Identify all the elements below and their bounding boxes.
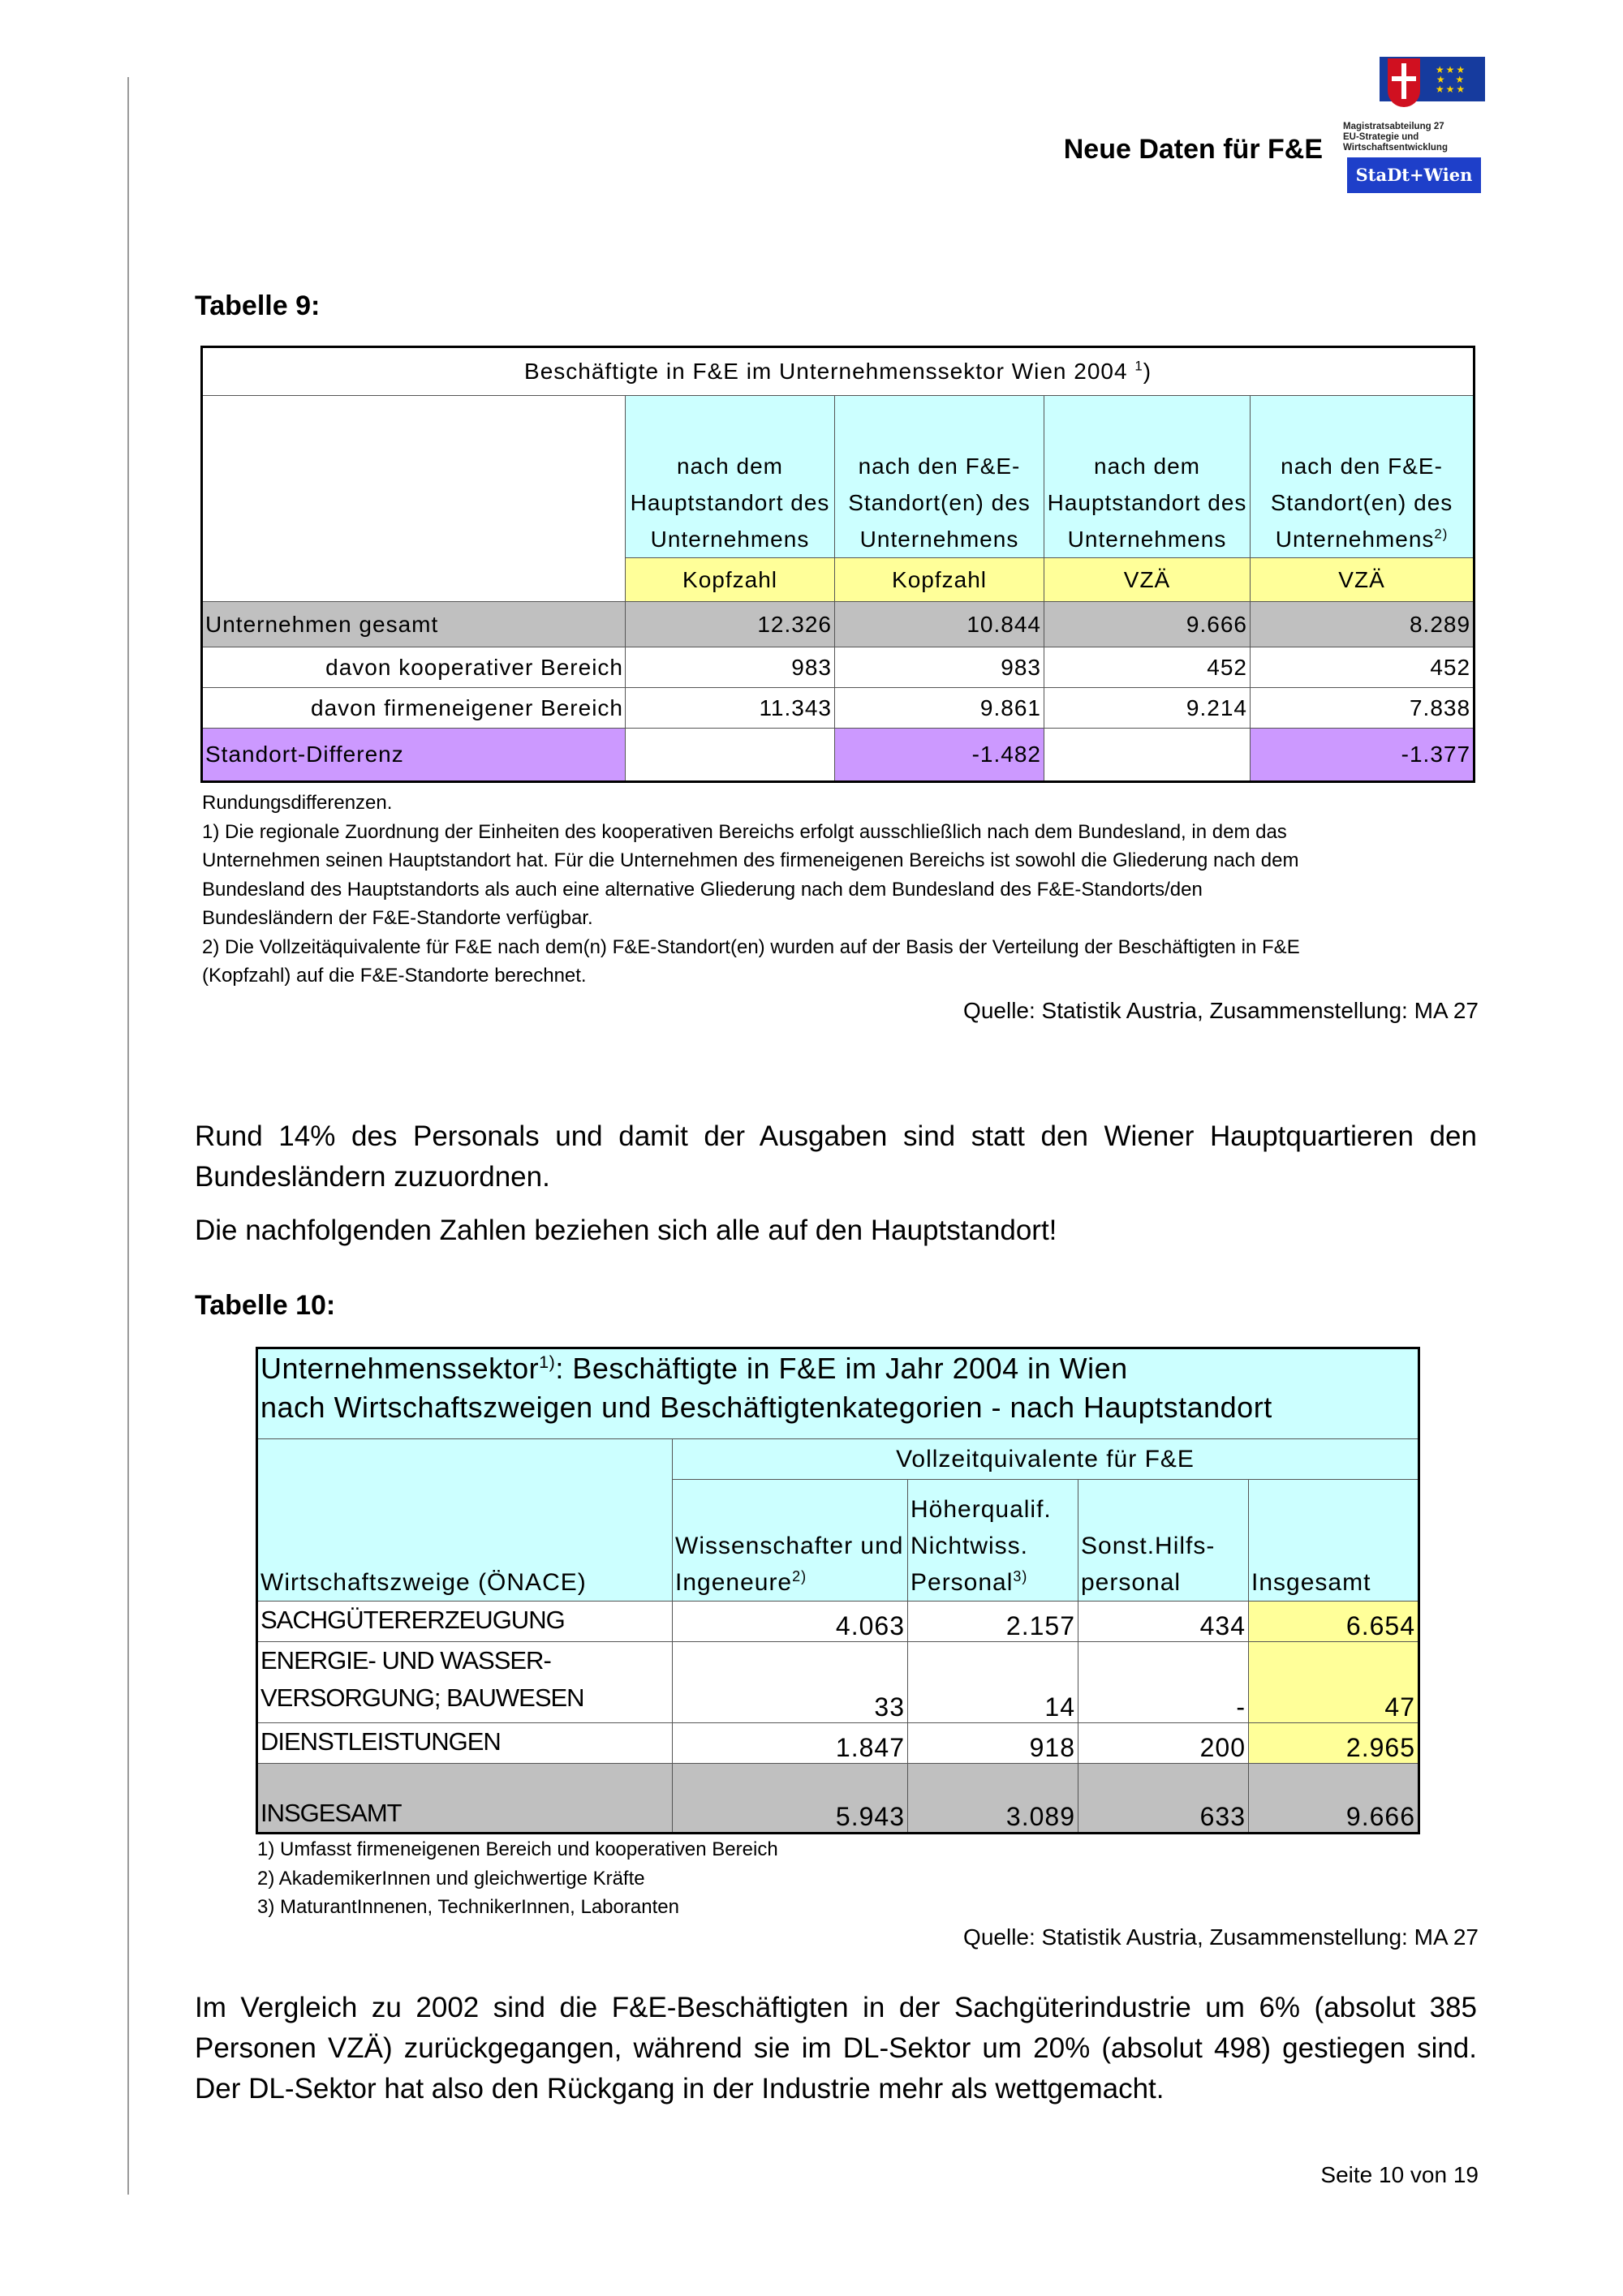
cell: 6.654 (1249, 1602, 1419, 1642)
table-row (257, 1602, 1419, 1642)
cell: 452 (1044, 647, 1251, 688)
cell: 12.326 (626, 602, 835, 647)
table9-caption: Tabelle 9: (195, 290, 321, 321)
paragraph: Im Vergleich zu 2002 sind die F&E-Beschäftigten in der Sachgüterindustrie um 6% (absolut 385 Personen VZÄ) zurückgegangen, während sie im DL-Sektor um 20% (absolut 498) gestiegen sind. Der DL-Sektor hat also den Rückgang in der Industrie mehr als wettgemacht. (195, 1992, 1477, 2105)
cell: 983 (835, 647, 1044, 688)
cell: 9.666 (1249, 1764, 1419, 1834)
table-row (257, 1723, 1419, 1764)
cell: 10.844 (835, 602, 1044, 647)
cell: 4.063 (673, 1602, 908, 1642)
cell: 8.289 (1251, 602, 1474, 647)
row-label: ENERGIE- UND WASSER-VERSORGUNG; BAUWESEN (257, 1642, 673, 1723)
cell: 7.838 (1251, 688, 1474, 729)
cell: 2.965 (1249, 1723, 1419, 1764)
table-row (202, 647, 1474, 688)
stadt-wien-logo: StaDt+Wien (1347, 157, 1481, 193)
cell: -1.377 (1251, 729, 1474, 782)
cell (1044, 729, 1251, 782)
margin-line (127, 77, 129, 2195)
table10-notes: 1) Umfasst firmeneigenen Bereich und kooperativen Bereich 2) AkademikerInnen und gleichwertige Kräfte 3) MaturantInnenen, TechnikerInnen, Laboranten (257, 1838, 778, 1918)
paragraph: Rund 14% des Personals und damit der Ausgaben sind statt den Wiener Hauptquartieren den Bundesländern zuzuordnen. (195, 1120, 1477, 1193)
page-header-title: Neue Daten für F&E (1063, 134, 1323, 165)
table10-col-header: Sonst.Hilfs-personal (1078, 1480, 1249, 1602)
table10-row-header: Wirtschaftszweige (ÖNACE) (257, 1439, 673, 1602)
table10-col-header: Insgesamt (1249, 1480, 1419, 1602)
cell: 5.943 (673, 1764, 908, 1834)
row-label: INSGESAMT (257, 1764, 673, 1834)
row-label: davon firmeneigener Bereich (202, 688, 626, 729)
cell: 633 (1078, 1764, 1249, 1834)
cell: 9.861 (835, 688, 1044, 729)
table10-group-header: Vollzeitquivalente für F&E (673, 1439, 1419, 1480)
eu-stars-icon: ★★★ ★ ★ ★★★ (1435, 64, 1467, 95)
table9-col-header: nach den F&E-Standort(en) des Unternehmens$^{2)}$ (1251, 396, 1474, 558)
page-number: Seite 10 von 19 (1320, 2162, 1479, 2187)
row-label: davon kooperativer Bereich (202, 647, 626, 688)
table10-title: Unternehmenssektor$^{1)}$: Beschäftigte in F&E im Jahr 2004 in Wien nach Wirtschaftszweigen und Beschäftigtenkategorien - nach Hauptstandort (257, 1348, 1419, 1439)
table9-col-header: nach dem Hauptstandort des Unternehmens (1044, 396, 1251, 558)
table10-caption: Tabelle 10: (195, 1290, 336, 1321)
table9-title: Beschäftigte in F&E im Unternehmenssektor Wien 2004 $^1$) (202, 347, 1474, 396)
table10-col-header: Höherqualif. Nichtwiss. Personal$^{3)}$ (908, 1480, 1078, 1602)
cell: 9.214 (1044, 688, 1251, 729)
cell: -1.482 (835, 729, 1044, 782)
table-row (202, 729, 1474, 782)
vienna-shield-icon (1388, 58, 1420, 107)
cell: 11.343 (626, 688, 835, 729)
cell: 47 (1249, 1642, 1419, 1723)
table-row (257, 1764, 1419, 1834)
table10 (256, 1347, 1420, 1834)
table9-col-header: nach dem Hauptstandort des Unternehmens (626, 396, 835, 558)
table9-empty-header (202, 396, 626, 602)
cell (626, 729, 835, 782)
cell: 14 (908, 1642, 1078, 1723)
table9-unit: Kopfzahl (835, 558, 1044, 602)
cell: 33 (673, 1642, 908, 1723)
table-row (202, 688, 1474, 729)
cell: 9.666 (1044, 602, 1251, 647)
cell: 434 (1078, 1602, 1249, 1642)
logo-department-text: Magistratsabteilung 27 EU-Strategie und Wirtschaftsentwicklung (1343, 122, 1448, 153)
ma27-logo (1343, 57, 1485, 199)
table-row (202, 602, 1474, 647)
table9-source: Quelle: Statistik Austria, Zusammenstellung: MA 27 (963, 998, 1479, 1023)
table10-col-header: Wissenschafter und Ingeneure$^{2)}$ (673, 1480, 908, 1602)
cell: - (1078, 1642, 1249, 1723)
cell: 918 (908, 1723, 1078, 1764)
cell: 200 (1078, 1723, 1249, 1764)
row-label: Unternehmen gesamt (202, 602, 626, 647)
table10-source: Quelle: Statistik Austria, Zusammenstellung: MA 27 (963, 1924, 1479, 1950)
table9-unit: Kopfzahl (626, 558, 835, 602)
table9 (200, 346, 1475, 783)
paragraph: Die nachfolgenden Zahlen beziehen sich alle auf den Hauptstandort! (195, 1215, 1057, 1246)
cell: 2.157 (908, 1602, 1078, 1642)
table9-unit: VZÄ (1044, 558, 1251, 602)
row-label: Standort-Differenz (202, 729, 626, 782)
cell: 452 (1251, 647, 1474, 688)
table9-col-header: nach den F&E-Standort(en) des Unternehmens (835, 396, 1044, 558)
cell: 1.847 (673, 1723, 908, 1764)
row-label: SACHGÜTERERZEUGUNG (257, 1602, 673, 1642)
table9-notes: Rundungsdifferenzen. 1) Die regionale Zuordnung der Einheiten des kooperativen Bereichs erfolgt ausschließlich nach dem Bundesland, in dem das Unternehmen seinen Hauptstandort hat. Für die Unternehmen des firmeneigenen Bereichs ist sowohl die Gliederung nach dem Bundesland des Hauptstandorts als auch eine alternative Gliederung nach dem Bundesland des F&E-Standorts/den Bundesländern der F&E-Standorte verfügbar. 2) Die Vollzeitäquivalente für F&E nach dem(n) F&E-Standort(en) wurden auf der Basis der Verteilung der Beschäftigten in F&E (Kopfzahl) auf die F&E-Standorte berechnet. (202, 792, 1300, 987)
row-label: DIENSTLEISTUNGEN (257, 1723, 673, 1764)
cell: 983 (626, 647, 835, 688)
cell: 3.089 (908, 1764, 1078, 1834)
table-row (257, 1642, 1419, 1723)
table9-unit: VZÄ (1251, 558, 1474, 602)
